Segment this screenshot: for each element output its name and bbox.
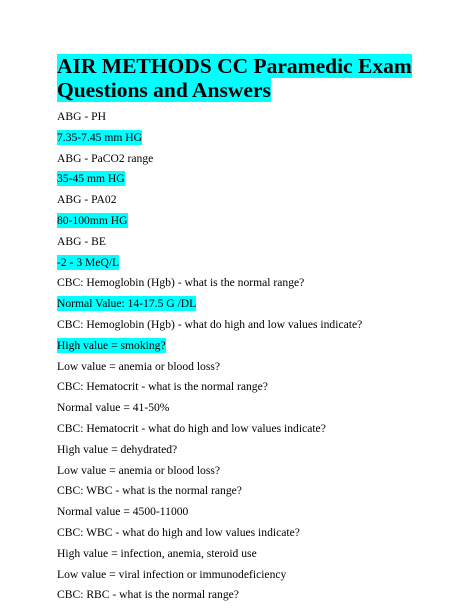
title-line bbox=[57, 78, 437, 102]
line-text: CBC: Hemoglobin (Hgb) - what do high and low values indicate? bbox=[57, 317, 363, 331]
question-line bbox=[57, 568, 437, 589]
line-text: 80-100mm HG bbox=[57, 213, 128, 227]
question-line bbox=[57, 422, 437, 443]
line-text: CBC: Hematocrit - what do high and low values indicate? bbox=[57, 421, 326, 435]
line-text: Normal value = 41-50% bbox=[57, 401, 170, 415]
line-text: Low value = viral infection or immunodeficiency bbox=[57, 567, 287, 581]
line-text: Low value = anemia or blood loss? bbox=[57, 463, 221, 477]
question-line bbox=[57, 588, 437, 609]
question-line bbox=[57, 193, 437, 214]
question-line bbox=[57, 464, 437, 485]
line-text: 35-45 mm HG bbox=[57, 172, 125, 186]
question-line bbox=[57, 360, 437, 381]
answer-line bbox=[57, 339, 437, 360]
line-text: ABG - PaCO2 range bbox=[57, 151, 154, 165]
line-text: -2 - 3 MeQ/L bbox=[57, 255, 120, 269]
line-text: ABG - BE bbox=[57, 234, 106, 248]
title-line-text: AIR METHODS CC Paramedic Exam bbox=[57, 54, 412, 78]
question-line bbox=[57, 276, 437, 297]
line-text: CBC: WBC - what is the normal range? bbox=[57, 484, 242, 498]
answer-line bbox=[57, 214, 437, 235]
line-text: CBC: WBC - what do high and low values indicate? bbox=[57, 525, 300, 539]
line-text: Normal value = 4500-11000 bbox=[57, 505, 189, 519]
title-line bbox=[57, 54, 437, 78]
answer-line bbox=[57, 131, 437, 152]
answer-line bbox=[57, 256, 437, 277]
line-text: CBC: Hemoglobin (Hgb) - what is the normal range? bbox=[57, 276, 305, 290]
line-text: High value = infection, anemia, steroid use bbox=[57, 546, 257, 560]
line-text: ABG - PH bbox=[57, 110, 106, 123]
line-text: High value = dehydrated? bbox=[57, 442, 178, 456]
title-line-text: Questions and Answers bbox=[57, 78, 271, 102]
question-line bbox=[57, 526, 437, 547]
question-line bbox=[57, 318, 437, 339]
line-text: High value = smoking? bbox=[57, 338, 166, 352]
document-title bbox=[57, 54, 437, 102]
question-line bbox=[57, 152, 437, 173]
question-line bbox=[57, 380, 437, 401]
question-line bbox=[57, 401, 437, 422]
line-text: Low value = anemia or blood loss? bbox=[57, 359, 221, 373]
line-text: CBC: RBC - what is the normal range? bbox=[57, 588, 239, 602]
question-line bbox=[57, 505, 437, 526]
question-line bbox=[57, 547, 437, 568]
question-line bbox=[57, 484, 437, 505]
question-line bbox=[57, 235, 437, 256]
answer-line bbox=[57, 297, 437, 318]
line-text: CBC: Hematocrit - what is the normal range? bbox=[57, 380, 268, 394]
line-text: ABG - PA02 bbox=[57, 193, 117, 207]
question-line bbox=[57, 443, 437, 464]
question-line bbox=[57, 110, 437, 131]
line-text: 7.35-7.45 mm HG bbox=[57, 130, 143, 144]
answer-line bbox=[57, 172, 437, 193]
line-text: Normal Value: 14-17.5 G /DL bbox=[57, 297, 197, 311]
qa-list bbox=[57, 110, 437, 609]
